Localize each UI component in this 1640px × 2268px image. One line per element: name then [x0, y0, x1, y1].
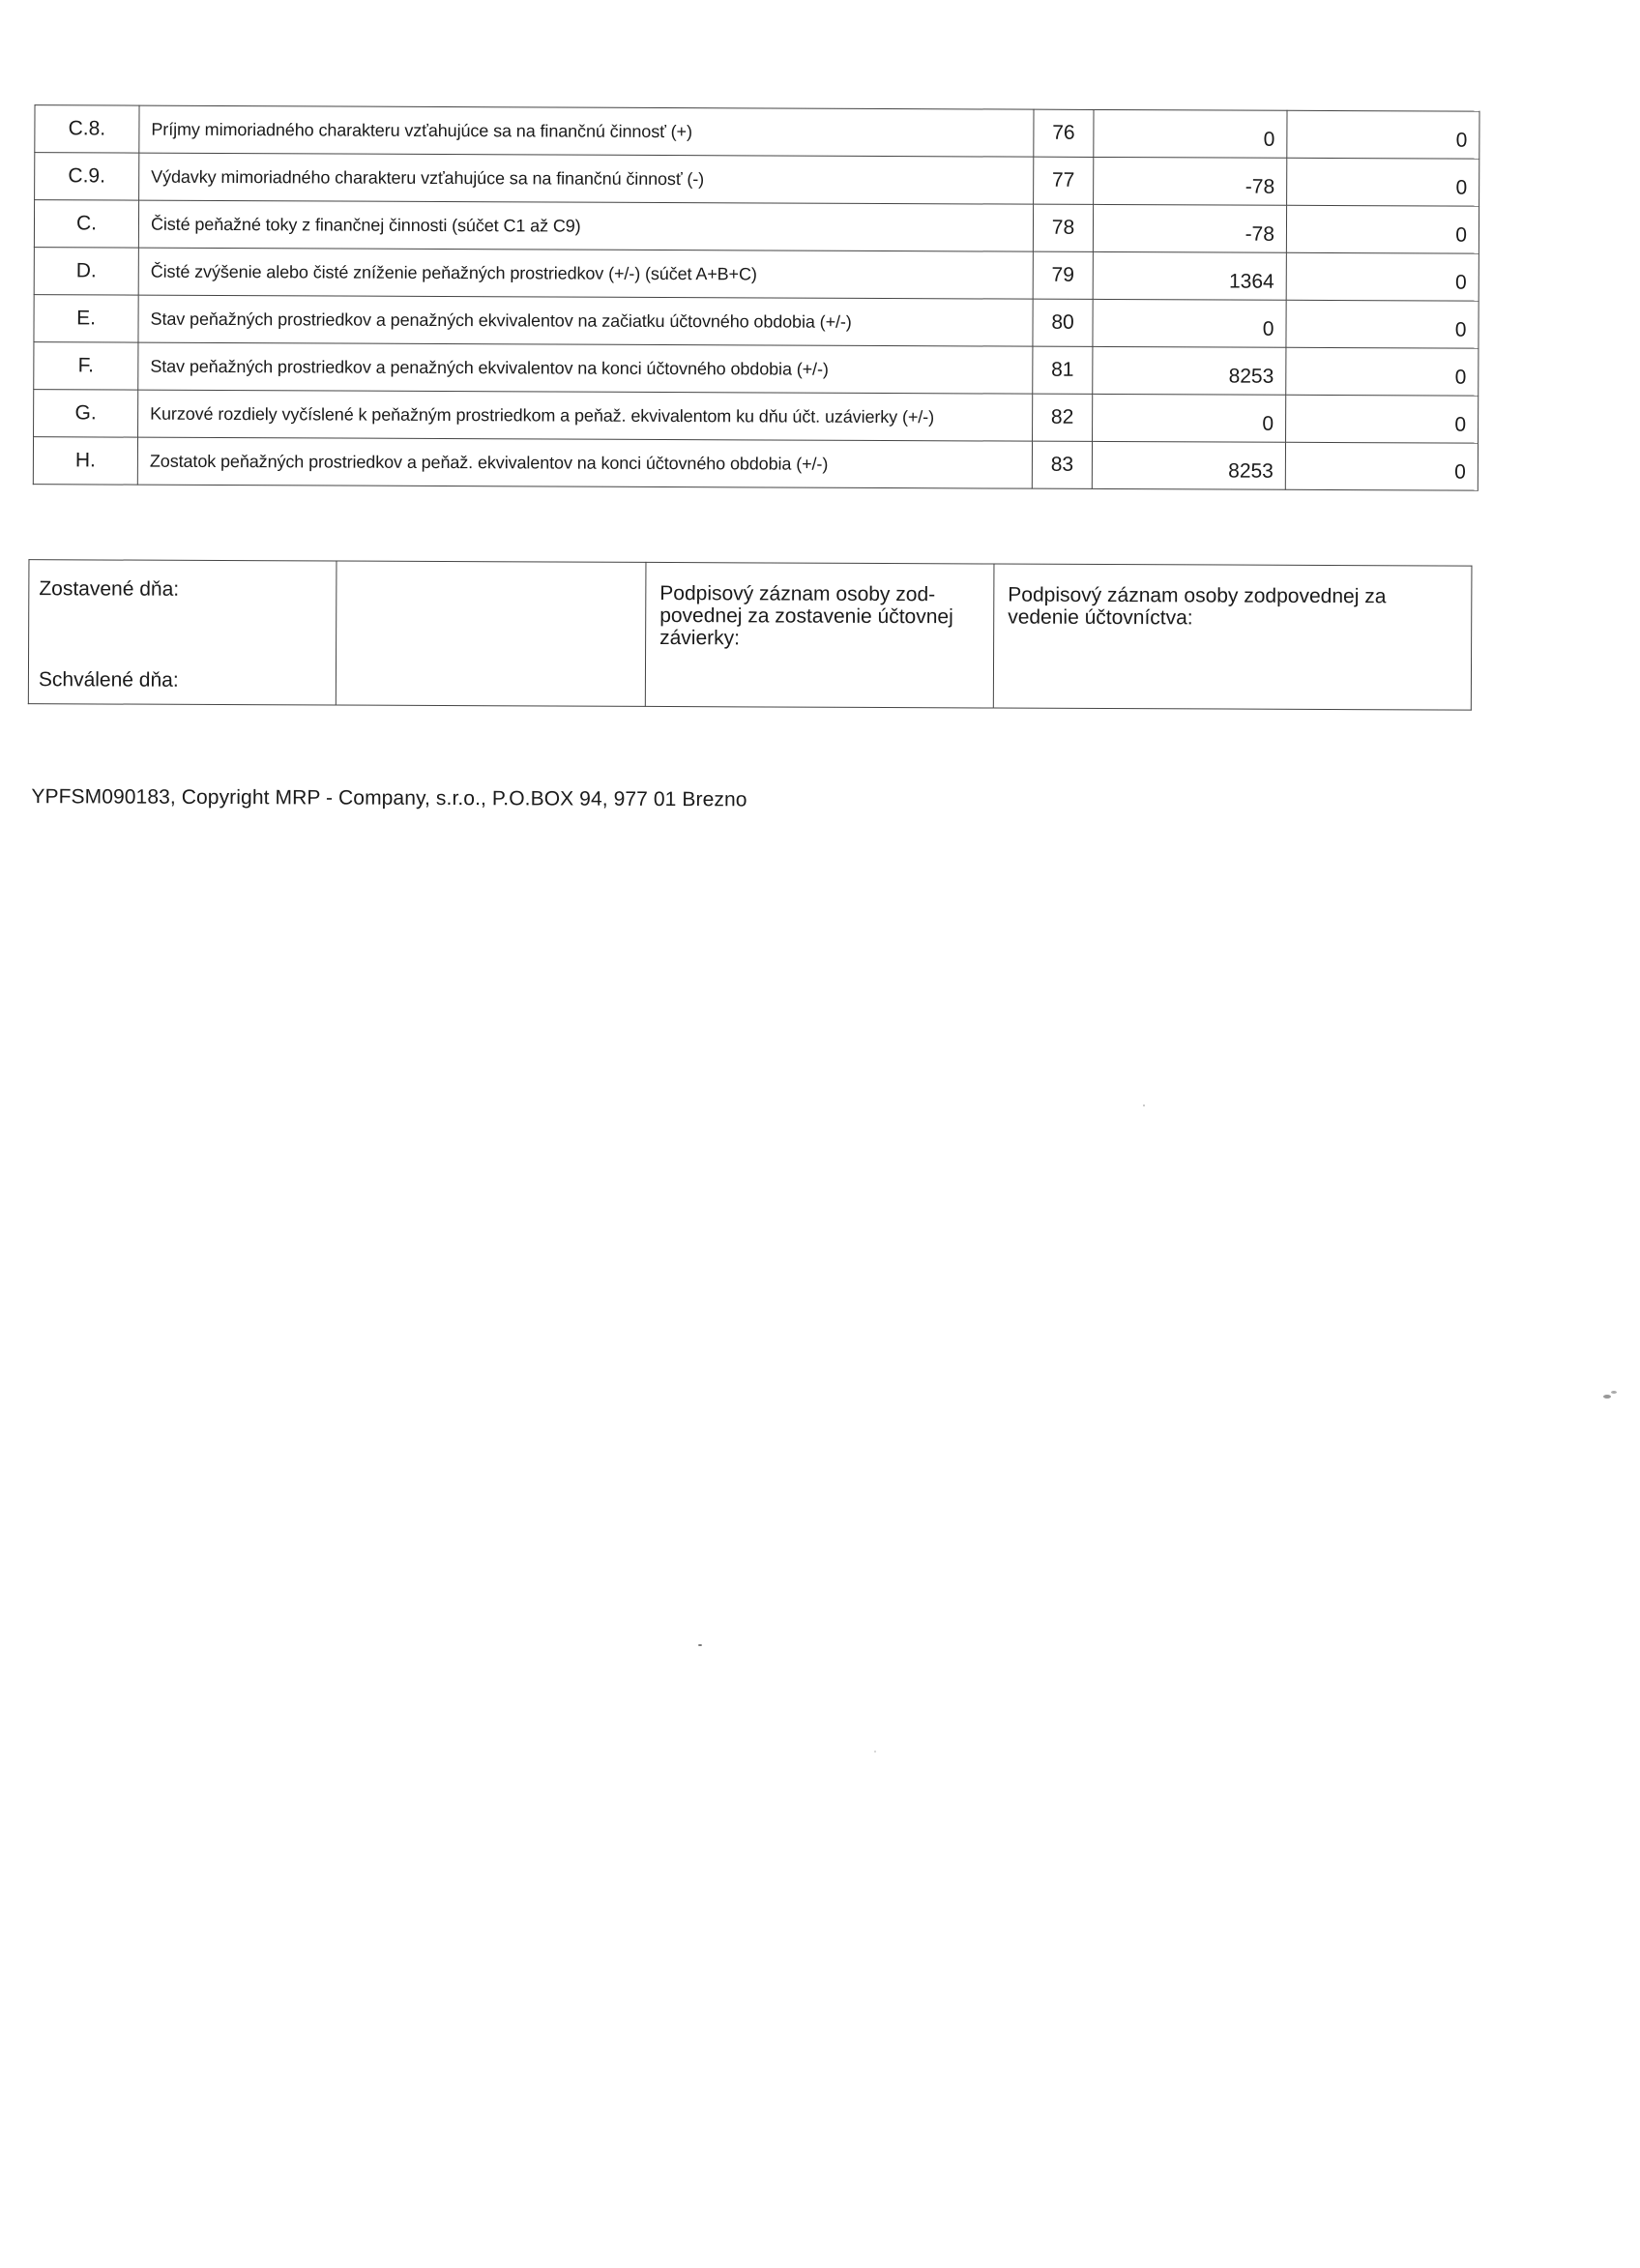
current-period-value: -78: [1094, 157, 1287, 205]
row-number: 82: [1033, 394, 1093, 441]
cash-flow-table: [33, 104, 1480, 491]
row-code: C.9.: [35, 153, 139, 200]
table-row: [34, 390, 1479, 444]
bookkeeper-signature-cell: Podpisový záznam osoby zodpovednej za vedenie účtovníctva:: [993, 564, 1472, 710]
row-description: Čisté peňažné toky z finančnej činnosti (súčet C1 až C9): [138, 200, 1033, 251]
previous-period-value: 0: [1287, 110, 1479, 159]
row-description: Kurzové rozdiely vyčíslené k peňažným prostriedkom a peňaž. ekvivalentom ku dňu účt. uzávierky (+/-): [138, 390, 1033, 441]
current-period-value: 1364: [1093, 251, 1286, 300]
scan-speck: [1143, 1105, 1145, 1106]
compiler-signature-cell: Podpisový záznam osoby zod-povednej za zostavenie účtovnej závierky:: [645, 562, 994, 708]
row-description: Príjmy mimoriadného charakteru vzťahujúce sa na finančnú činnosť (+): [139, 105, 1034, 157]
row-description: Výdavky mimoriadného charakteru vzťahujúce sa na finančnú činnosť (-): [139, 153, 1034, 204]
row-number: 83: [1032, 441, 1092, 488]
current-period-value: 8253: [1093, 346, 1286, 395]
previous-period-value: 0: [1286, 395, 1479, 443]
table-row: [33, 437, 1478, 491]
table-row: [34, 248, 1479, 302]
current-period-value: 8253: [1092, 441, 1285, 489]
signature-row: [28, 560, 1472, 711]
table-row: [35, 153, 1479, 207]
previous-period-value: 0: [1286, 347, 1479, 396]
row-description: Stav peňažných prostriedkov a penažných ekvivalentov na začiatku účtovného obdobia (+/-): [138, 295, 1033, 346]
scan-speck: [698, 1644, 702, 1646]
table-row: [35, 105, 1479, 160]
row-code: E.: [34, 295, 138, 342]
row-description: Stav peňažných prostriedkov a penažných ekvivalentov na konci účtovného obdobia (+/-): [138, 342, 1033, 394]
current-period-value: 0: [1093, 394, 1286, 442]
row-number: 78: [1033, 204, 1093, 251]
table-row: [34, 295, 1479, 349]
previous-period-value: 0: [1286, 205, 1479, 253]
previous-period-value: 0: [1285, 442, 1478, 490]
row-number: 80: [1033, 299, 1093, 346]
scan-speck: [874, 1751, 876, 1753]
row-number: 79: [1033, 251, 1093, 299]
row-code: H.: [33, 437, 137, 485]
row-number: 76: [1034, 109, 1094, 157]
scan-speck: [1603, 1395, 1611, 1399]
row-number: 81: [1033, 346, 1093, 394]
cash-flow-table-body: [33, 105, 1479, 491]
copyright-footer: YPFSM090183, Copyright MRP - Company, s.r.o., P.O.BOX 94, 977 01 Brezno: [31, 785, 747, 811]
previous-period-value: 0: [1286, 252, 1479, 301]
table-row: [34, 200, 1479, 254]
row-code: C.8.: [35, 105, 139, 153]
current-period-value: 0: [1094, 109, 1287, 158]
row-description: Zostatok peňažných prostriedkov a peňaž. ekvivalentov na konci účtovného obdobia (+/-): [137, 437, 1032, 488]
current-period-value: -78: [1093, 204, 1286, 252]
current-period-value: 0: [1093, 299, 1286, 347]
compiled-on-label: Zostavené dňa:: [39, 577, 180, 601]
dates-cell: [28, 560, 337, 705]
row-code: C.: [34, 200, 138, 248]
previous-period-value: 0: [1287, 158, 1479, 206]
row-number: 77: [1034, 157, 1094, 204]
signature-box: [28, 559, 1473, 711]
scan-speck: [1611, 1391, 1617, 1394]
row-code: F.: [34, 342, 138, 390]
previous-period-value: 0: [1286, 300, 1479, 348]
row-description: Čisté zvýšenie alebo čisté zníženie peňažných prostriedkov (+/-) (súčet A+B+C): [138, 248, 1033, 299]
row-code: D.: [34, 248, 138, 295]
date-entry-cell: [336, 561, 646, 706]
table-row: [34, 342, 1479, 397]
approved-on-label: Schválené dňa:: [38, 668, 179, 692]
row-code: G.: [34, 390, 138, 437]
